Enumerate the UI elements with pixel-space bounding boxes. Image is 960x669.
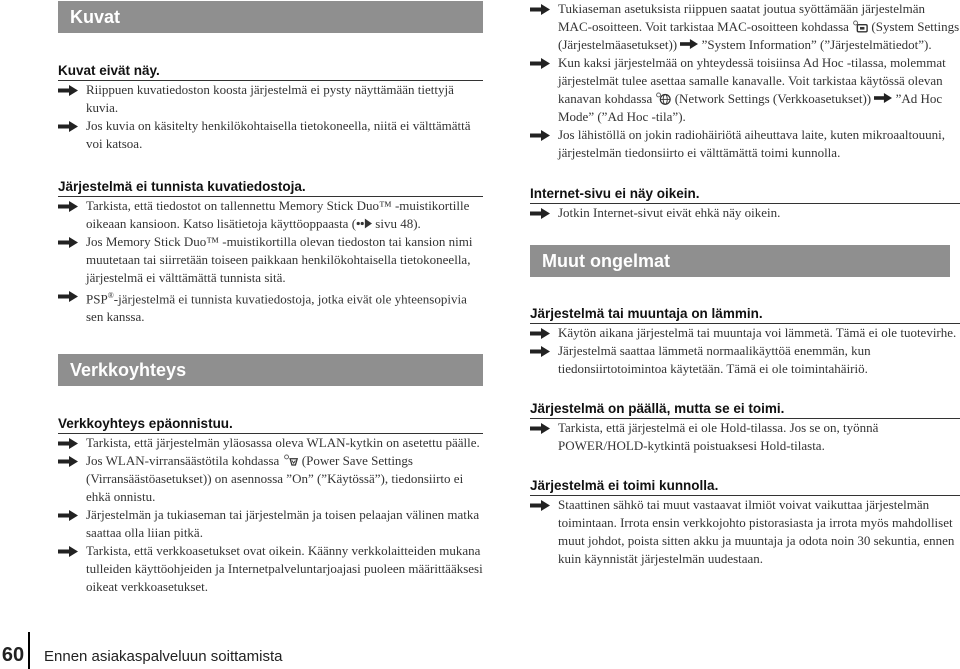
arrow-bullet-icon (530, 423, 550, 434)
section-banner-verkkoyhteys: Verkkoyhteys (58, 354, 483, 386)
arrow-bullet-icon (58, 510, 78, 521)
list-item: Tarkista, että järjestelmän yläosassa oleva WLAN-kytkin on asetettu päälle. (58, 434, 483, 452)
arrow-inline-icon (874, 93, 892, 103)
page-reference-icon (356, 217, 372, 230)
footer-title: Ennen asiakaspalveluun soittamista (44, 648, 283, 665)
list-item: Järjestelmän ja tukiaseman tai järjestelmän ja toisen pelaajan välinen matka saattaa olla liian pitkä. (58, 506, 483, 542)
arrow-bullet-icon (530, 208, 550, 219)
list-item: Tukiaseman asetuksista riippuen saatat joutua syöttämään järjestelmän MAC-osoitteen. Voit tarkistaa MAC-osoitteen kohdassa (System Settings (Järjestelmäasetukset)) ”System Information” (”Järjestelmätiedot”). (530, 0, 960, 54)
section-banner-kuvat: Kuvat (58, 1, 483, 33)
system-settings-icon (852, 20, 868, 33)
list-item: Jos lähistöllä on jokin radiohäiriötä aiheuttava laite, kuten mikroaaltouuni, järjestelmän tiedonsiirto ei välttämättä toimi kunnolla. (530, 126, 960, 162)
list-item: Tarkista, että tiedostot on tallennettu Memory Stick Duo™ -muistikortille oikeaan kansioon. Katso lisätietoja käyttöoppaasta ( sivu 48). (58, 197, 483, 233)
heading-ei-tunnista-kuvatiedostoja: Järjestelmä ei tunnista kuvatiedostoja. (58, 178, 483, 197)
list-item: Kun kaksi järjestelmää on yhteydessä toisiinsa Ad Hoc -tilassa, molemmat järjestelmät tulee asettaa samalle kanavalle. Voit tarkistaa käytössä olevan kanavan kohdassa (Network Settings (Verkkoasetukset)) ”Ad Hoc Mode” (”Ad Hoc -tila”). (530, 54, 960, 126)
arrow-bullet-icon (58, 291, 78, 302)
page-number: 60 (1, 644, 25, 666)
arrow-bullet-icon (58, 121, 78, 132)
list-item: Käytön aikana järjestelmä tai muuntaja voi lämmetä. Tämä ei ole tuotevirhe. (530, 324, 960, 342)
network-settings-icon (655, 92, 671, 105)
right-column (530, 0, 960, 568)
arrow-bullet-icon (530, 500, 550, 511)
arrow-bullet-icon (530, 58, 550, 69)
power-save-icon (283, 454, 299, 467)
heading-ei-toimi-kunnolla: Järjestelmä ei toimi kunnolla. (530, 477, 960, 496)
arrow-inline-icon (680, 39, 698, 49)
page-divider (28, 632, 30, 669)
section-banner-muut-ongelmat: Muut ongelmat (530, 245, 950, 277)
heading-verkkoyhteys-epaonnistuu: Verkkoyhteys epäonnistuu. (58, 415, 483, 434)
arrow-bullet-icon (58, 201, 78, 212)
list-item: Tarkista, että verkkoasetukset ovat oikein. Käänny verkkolaitteiden mukana tulleiden käyttöohjeiden ja Internetpalveluntarjoajasi puoleen määrittääksesi oikeat verkkoasetukset. (58, 542, 483, 596)
arrow-bullet-icon (58, 546, 78, 557)
heading-internet-sivu: Internet-sivu ei näy oikein. (530, 185, 960, 204)
heading-paalla-ei-toimi: Järjestelmä on päällä, mutta se ei toimi. (530, 400, 960, 419)
arrow-bullet-icon (530, 4, 550, 15)
list-item: Jos Memory Stick Duo™ -muistikortilla olevan tiedoston tai kansion nimi muutetaan tai siirretään toiseen paikkaan henkilökohtaisella tietokoneella, järjestelmä ei välttämättä tunnista sitä. (58, 233, 483, 287)
arrow-bullet-icon (58, 85, 78, 96)
list-item: Riippuen kuvatiedoston koosta järjestelmä ei pysty näyttämään tiettyjä kuvia. (58, 81, 483, 117)
arrow-bullet-icon (530, 328, 550, 339)
arrow-bullet-icon (58, 438, 78, 449)
heading-kuvat-eivat-nay: Kuvat eivät näy. (58, 62, 483, 81)
list-item: Järjestelmä saattaa lämmetä normaalikäyttöä enemmän, kun tiedonsiirtotoimintoa käytetään. Tämä ei ole toimintahäiriö. (530, 342, 960, 378)
arrow-bullet-icon (58, 237, 78, 248)
list-item: Staattinen sähkö tai muut vastaavat ilmiöt voivat vaikuttaa järjestelmän toimintaan. Irrota ensin verkkojohto pistorasiasta ja irrota myös mahdolliset muut johdot, poista sitten akku ja muuntaja ja odota noin 30 sekuntia, ennen kuin käynnistät järjestelmän uudestaan. (530, 496, 960, 568)
list-item: Jos WLAN-virransäästötila kohdassa (Power Save Settings (Virransäästöasetukset)) on asennossa ”On” (”Käytössä”), tiedonsiirto ei ehkä onnistu. (58, 452, 483, 506)
list-item: Jotkin Internet-sivut eivät ehkä näy oikein. (530, 204, 960, 222)
arrow-bullet-icon (530, 130, 550, 141)
left-column (58, 0, 483, 596)
list-item: Tarkista, että järjestelmä ei ole Hold-tilassa. Jos se on, työnnä POWER/HOLD-kytkintä poistuaksesi Hold-tilasta. (530, 419, 960, 455)
arrow-bullet-icon (58, 456, 78, 467)
list-item: Jos kuvia on käsitelty henkilökohtaisella tietokoneella, niitä ei välttämättä voi katsoa. (58, 117, 483, 153)
heading-lammin: Järjestelmä tai muuntaja on lämmin. (530, 305, 960, 324)
arrow-bullet-icon (530, 346, 550, 357)
list-item: PSP®-järjestelmä ei tunnista kuvatiedostoja, jotka eivät ole yhteensopivia sen kanssa. (58, 287, 483, 326)
